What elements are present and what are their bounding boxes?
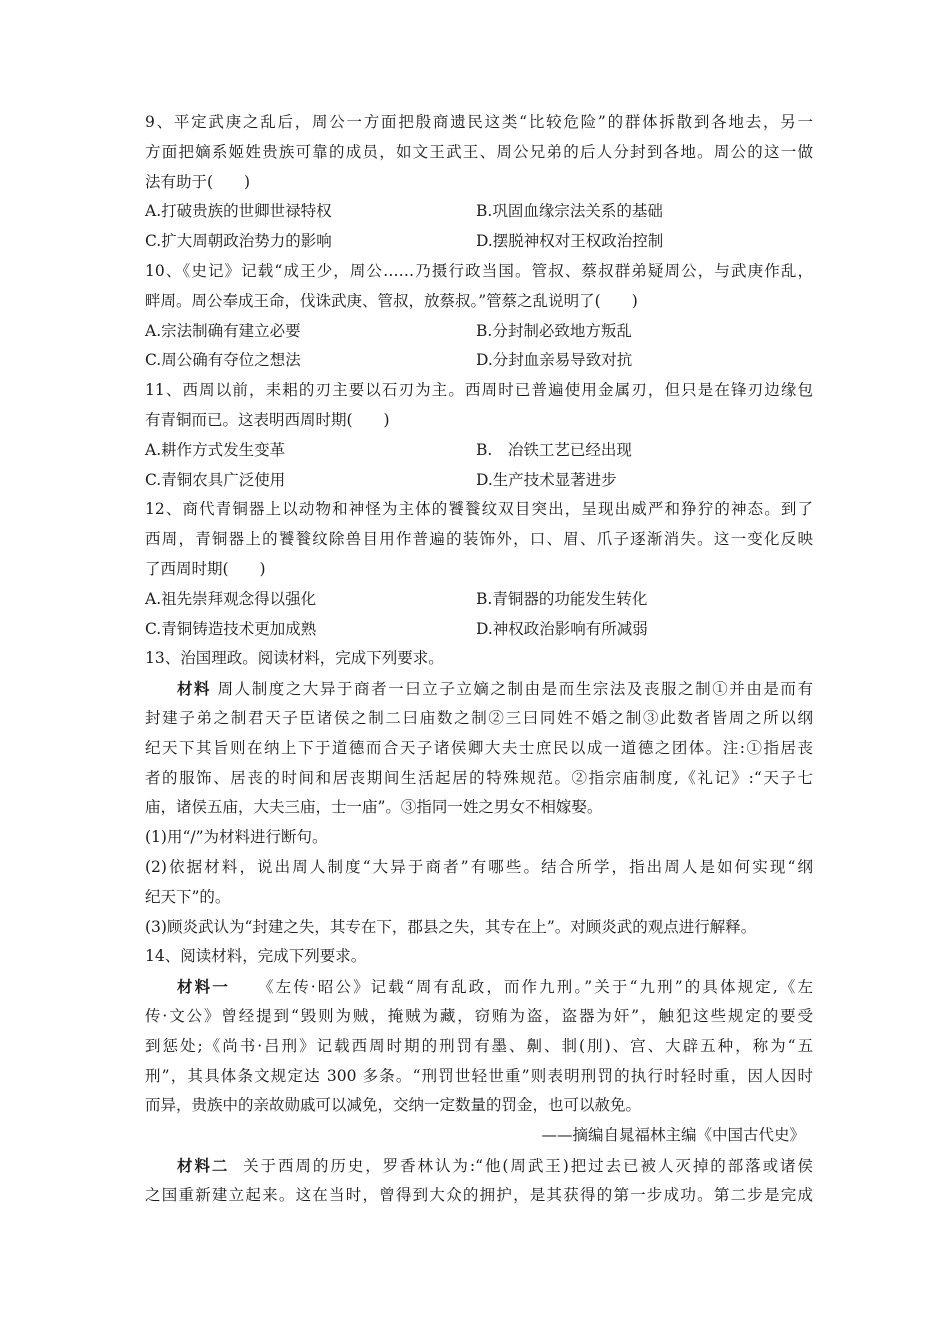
question-title: 13、治国理政。阅读材料，完成下列要求。: [145, 649, 444, 668]
requirement-line: (3)顾炎武认为“封建之失，其专在下，郡县之失，其专在上”。对顾炎武的观点进行解释。: [145, 917, 757, 936]
option-c: C.周公确有夺位之想法: [145, 351, 301, 370]
question-stem-line: 了西周时期( ): [145, 559, 266, 578]
options-row: [145, 197, 813, 227]
option-d: D.生产技术显著进步: [476, 470, 617, 489]
requirement-line: 纪天下”的。: [145, 887, 231, 906]
question-stem-line: 有青铜而已。这表明西周时期( ): [145, 410, 390, 429]
question-stem-line: 9、平定武庚之乱后，周公一方面把殷商遗民这类“比较危险”的群体拆散到各地去，另一: [145, 113, 813, 131]
option-c: C.扩大周朝政治势力的影响: [145, 232, 332, 251]
material-label: 材料一: [177, 977, 230, 997]
option-b: B. 冶铁工艺已经出现: [476, 440, 632, 459]
options-row: [145, 227, 813, 257]
option-a: A.祖先崇拜观念得以强化: [145, 589, 317, 608]
option-d: D.神权政治影响有所减弱: [476, 619, 648, 638]
options-row: [145, 317, 813, 347]
options-row: [145, 346, 813, 376]
material-line: 庙，诸侯五庙，大夫三庙，士一庙”。③指同一姓之男女不相嫁娶。: [145, 798, 603, 817]
question-11: [145, 376, 813, 495]
requirement-line: (2)依据材料，说出周人制度“大异于商者”有哪些。结合所学，指出周人是如何实现“纲: [145, 857, 813, 876]
question-stem-line: 10、《史记》记载“成王少，周公……乃摄行政当国。管叔、蔡叔群弟疑周公，与武庚作乱，: [145, 261, 813, 280]
question-stem-line: 12、商代青铜器上以动物和神怪为主体的饕餮纹双目突出，呈现出威严和狰狞的神态。到了: [145, 500, 813, 519]
question-stem-line: 方面把嫡系姬姓贵族可靠的成员，如文王武王、周公兄弟的后人分封到各地。周公的这一做: [145, 142, 813, 161]
material-line: 到惩处;《尚书·吕刑》记载西周时期的刑罚有墨、劓、剕(刖)、宫、大辟五种，称为“五: [145, 1036, 813, 1055]
material-line: [145, 674, 813, 704]
question-10: [145, 257, 813, 376]
option-a: A.宗法制确有建立必要: [145, 321, 301, 340]
question-13: [145, 644, 813, 942]
material-line: 刑”，其具体条文规定达 300 多条。“刑罚世轻世重”则表明刑罚的执行时轻时重，因人因时: [145, 1066, 813, 1085]
requirement-line: (1)用“/”为材料进行断句。: [145, 828, 328, 847]
material-text: 周人制度之大异于商者一曰立子立嫡之制由是而生宗法及丧服之制①并由是而有: [217, 680, 813, 699]
material-label: 材料二: [177, 1155, 230, 1175]
exam-page: [145, 108, 813, 1210]
question-14: [145, 942, 813, 1210]
question-12: [145, 495, 813, 644]
option-a: A.打破贵族的世卿世禄特权: [145, 202, 332, 221]
question-stem-line: 畔周。周公奉成王命，伐诛武庚、管叔，放蔡叔。”管蔡之乱说明了( ): [145, 291, 638, 310]
question-stem-line: 法有助于( ): [145, 172, 251, 191]
option-d: D.摆脱神权对王权政治控制: [476, 232, 664, 251]
options-row: [145, 615, 813, 645]
material-label: 材料: [177, 679, 212, 699]
question-9: [145, 108, 813, 257]
material-text: 关于西周的历史，罗香林认为:“他(周武王)把过去已被人灭掉的部落或诸侯: [243, 1156, 813, 1175]
material-text: 《左传·昭公》记载“周有乱政，而作九刑。”关于“九刑”的具体规定,《左: [257, 978, 813, 997]
material-line: [145, 972, 813, 1002]
options-row: [145, 466, 813, 496]
option-c: C.青铜铸造技术更加成熟: [145, 619, 317, 638]
material-line: [145, 1151, 813, 1181]
options-row: [145, 585, 813, 615]
material-line: 之国重新建立起来。这在当时，曾得到大众的拥护，是其获得的第一步成功。第二步是完成: [145, 1185, 813, 1204]
question-stem-line: 西周，青铜器上的饕餮纹除兽目用作普遍的装饰外，口、眉、爪子逐渐消失。这一变化反映: [145, 530, 813, 549]
material-line: 者的服饰、居丧的时间和居丧期间生活起居的特殊规范。②指宗庙制度,《礼记》:“天子七: [145, 768, 813, 787]
options-row: [145, 436, 813, 466]
material-line: 而异，贵族中的亲故勋戚可以减免，交纳一定数量的罚金，也可以赦免。: [145, 1096, 642, 1115]
question-stem-line: 11、西周以前，耒耜的刃主要以石刃为主。西周时已普遍使用金属刃，但只是在锋刃边缘包: [145, 381, 813, 400]
material-line: 纪天下其旨则在纳上下于道德而合天子诸侯卿大夫士庶民以成一道德之团体。注:①指居丧: [145, 738, 813, 757]
material-line: 传·文公》曾经提到“毁则为贼，掩贼为藏，窃贿为盗，盗器为奸”，触犯这些规定的要受: [145, 1006, 813, 1025]
option-a: A.耕作方式发生变革: [145, 440, 286, 459]
option-b: B.巩固血缘宗法关系的基础: [476, 202, 663, 221]
question-title: 14、阅读材料，完成下列要求。: [145, 947, 367, 966]
material-source: ——摘编自晁福林主编《中国古代史》: [541, 1126, 805, 1145]
material-line: 封建子弟之制君天子臣诸侯之制二曰庙数之制②三曰同姓不婚之制③此数者皆周之所以纲: [145, 708, 813, 727]
option-d: D.分封血亲易导致对抗: [476, 351, 633, 370]
option-c: C.青铜农具广泛使用: [145, 470, 286, 489]
option-b: B.青铜器的功能发生转化: [476, 589, 648, 608]
option-b: B.分封制必致地方叛乱: [476, 321, 632, 340]
